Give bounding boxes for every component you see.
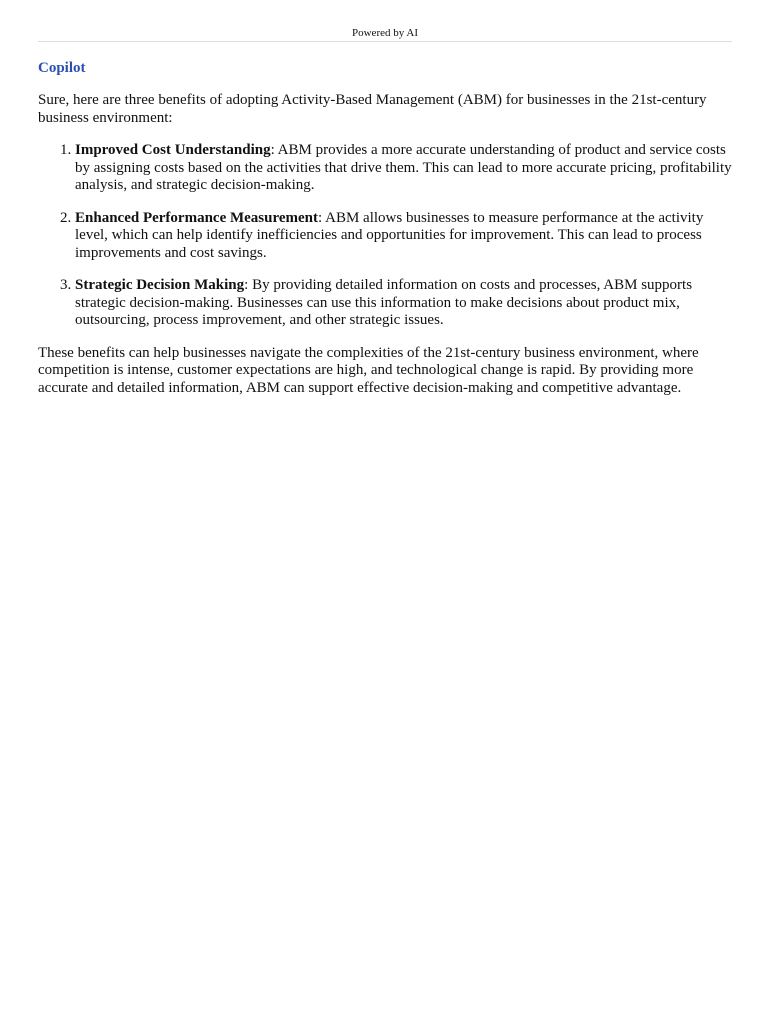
benefit-title: Strategic Decision Making — [75, 277, 245, 293]
list-item — [75, 142, 732, 195]
page-header — [38, 0, 732, 42]
list-item — [75, 277, 732, 330]
benefit-text: : ABM provides a more accurate understanding of product and service costs by assigning costs based on the activities that drive them. This can lead to more accurate pricing, profitability analysis, and strategic decision-making. — [75, 142, 732, 193]
response-outro: These benefits can help businesses navigate the complexities of the 21st-century business environment, where competition is intense, customer expectations are high, and technological change is rapid. By providing more accurate and detailed information, ABM can support effective decision-making and competitive advantage. — [38, 344, 699, 396]
list-item — [75, 210, 732, 263]
powered-by-label: Powered by AI — [352, 27, 418, 39]
benefit-text: : By providing detailed information on costs and processes, ABM supports strategic decision-making. Businesses can use this information to make decisions about product mix, outsourcing, process improvement, and other strategic issues. — [75, 277, 693, 328]
benefits-list — [38, 142, 732, 330]
chat-transcript-page — [38, 0, 732, 397]
benefit-title: Enhanced Performance Measurement — [75, 209, 319, 226]
benefit-text: : ABM allows businesses to measure performance at the activity level, which can help identify inefficiencies and opportunities for improvement. This can lead to process improvements and cost savings. — [75, 209, 704, 261]
assistant-name: Copilot — [38, 60, 86, 76]
benefit-title: Improved Cost Understanding — [75, 142, 271, 158]
response-intro: Sure, here are three benefits of adopting Activity-Based Management (ABM) for businesses in the 21st-century business environment: — [38, 92, 707, 126]
